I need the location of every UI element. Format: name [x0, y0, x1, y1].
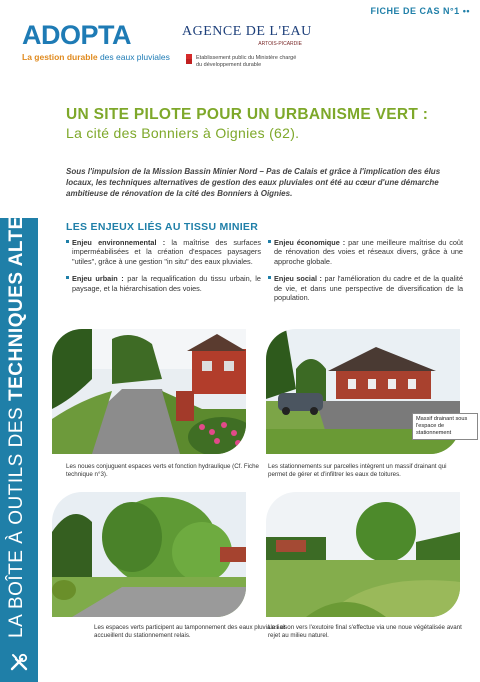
photo-noue-street [52, 329, 246, 454]
agence-logo [182, 24, 312, 84]
water-drops-icon: •• [462, 6, 470, 16]
adopta-logo [22, 20, 182, 70]
enjeux-right-list [268, 238, 463, 310]
photo-caption: Les noues conjuguent espaces verts et fonction hydraulique (Cf. Fiche technique n°3). [66, 463, 259, 478]
photo-vegetated-noue [266, 492, 460, 617]
page-subtitle: La cité des Bonniers à Oignies (62). [66, 125, 300, 141]
side-band-title: LA BOÎTE À OUTILS DES TECHNIQUES ALTERNATIVES [6, 117, 27, 638]
photo-caption: La liaison vers l'exutoire final s'effectue via une noue végétalisée avant rejet au milieu naturel. [268, 624, 462, 639]
section-heading: LES ENJEUX LIÉS AU TISSU MINIER [66, 221, 259, 233]
intro-paragraph: Sous l'impulsion de la Mission Bassin Minier Nord – Pas de Calais et grâce à l'implication des élus locaux, les techniques alternatives de gestion des eaux pluviales ont été au cœur d'une démarche ambitieuse de rénovation de la cité des Bonniers à Oignies. [66, 167, 441, 198]
agence-desc: Etablissement public du Ministère chargé du développement durable [196, 55, 297, 68]
photo-green-spaces [52, 492, 246, 617]
agence-name: AGENCE DE L'EAU [182, 24, 312, 39]
adopta-wordmark: ADOPTA [22, 20, 131, 50]
callout-label: Massif drainant sous l'espace de stationnement [412, 413, 478, 440]
page-title: UN SITE PILOTE POUR UN URBANISME VERT : [66, 106, 429, 123]
list-item: Enjeu environnemental : la maîtrise des surfaces imperméabilisées et la création d'espaces paysagers "utiles", grâce à une gestion "in situ" des eaux pluviales. [66, 238, 261, 266]
agence-sub: ARTOIS-PICARDIE [258, 41, 302, 47]
flag-icon [186, 54, 192, 64]
list-item: Enjeu urbain : par la requalification du tissu urbain, le paysage, et la hiérarchisation des voies. [66, 274, 261, 293]
adopta-tagline: La gestion durable des eaux pluviales [22, 52, 170, 62]
photo-caption: Les espaces verts participent au tamponnement des eaux pluviales et accueillent du stationnement relais. [94, 624, 286, 639]
side-band [0, 117, 38, 682]
photo-caption: Les stationnements sur parcelles intègrent un massif drainant qui permet de gérer et d'infiltrer les eaux de toitures. [268, 463, 447, 478]
list-item: Enjeu économique : par une meilleure maîtrise du coût de rénovation des voies et réseaux divers, grâce à une approche globale. [268, 238, 463, 266]
fiche-label: FICHE DE CAS N°1 •• [370, 6, 470, 16]
list-item: Enjeu social : par l'amélioration du cadre et de la qualité de vie, et dans une perspective de diversification de la population. [268, 274, 463, 302]
tools-icon [9, 652, 29, 672]
enjeux-left-list [66, 238, 261, 301]
